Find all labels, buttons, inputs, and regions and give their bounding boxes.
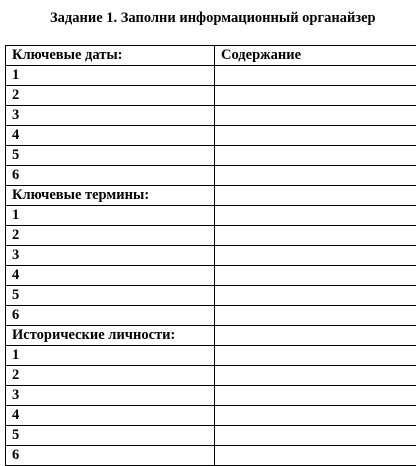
content-cell[interactable]	[215, 366, 416, 386]
row-number: 2	[6, 366, 215, 386]
content-cell[interactable]	[215, 346, 416, 366]
table-row	[6, 266, 416, 286]
content-cell[interactable]	[215, 126, 416, 146]
table-row	[6, 346, 416, 366]
table-row	[6, 246, 416, 266]
content-cell[interactable]	[215, 266, 416, 286]
table-row	[6, 206, 416, 226]
page-title: Задание 1. Заполни информационный органайзер	[50, 9, 416, 27]
row-number: 5	[6, 426, 215, 446]
table-row	[6, 166, 416, 186]
content-cell[interactable]	[215, 226, 416, 246]
row-number: 6	[6, 446, 215, 466]
key-dates-header: Ключевые даты:	[6, 46, 215, 66]
content-cell[interactable]	[215, 446, 416, 466]
content-cell[interactable]	[215, 386, 416, 406]
row-number: 4	[6, 406, 215, 426]
table-row	[6, 386, 416, 406]
row-number: 1	[6, 206, 215, 226]
content-cell[interactable]	[215, 86, 416, 106]
row-number: 4	[6, 266, 215, 286]
row-number: 3	[6, 106, 215, 126]
table-row	[6, 286, 416, 306]
table-row	[6, 446, 416, 466]
row-number: 6	[6, 306, 215, 326]
content-cell[interactable]	[215, 206, 416, 226]
table-row	[6, 426, 416, 446]
table-row-header	[6, 46, 416, 66]
content-cell[interactable]	[215, 66, 416, 86]
row-number: 5	[6, 286, 215, 306]
table-row	[6, 126, 416, 146]
key-terms-label: Ключевые термины:	[6, 186, 215, 206]
row-number: 6	[6, 166, 215, 186]
table-row	[6, 366, 416, 386]
table-row-section	[6, 326, 416, 346]
row-number: 2	[6, 226, 215, 246]
row-number: 1	[6, 66, 215, 86]
table-row	[6, 66, 416, 86]
table-row-section	[6, 186, 416, 206]
content-cell[interactable]	[215, 246, 416, 266]
content-cell[interactable]	[215, 426, 416, 446]
historical-figures-label: Исторические личности:	[6, 326, 215, 346]
information-organizer-table	[5, 45, 416, 466]
table-row	[6, 406, 416, 426]
content-cell[interactable]	[215, 306, 416, 326]
row-number: 3	[6, 386, 215, 406]
content-cell[interactable]	[215, 286, 416, 306]
content-cell[interactable]	[215, 186, 416, 206]
table-row	[6, 106, 416, 126]
row-number: 4	[6, 126, 215, 146]
content-cell[interactable]	[215, 326, 416, 346]
content-cell[interactable]	[215, 106, 416, 126]
table-row	[6, 306, 416, 326]
table-row	[6, 146, 416, 166]
row-number: 1	[6, 346, 215, 366]
content-cell[interactable]	[215, 146, 416, 166]
row-number: 2	[6, 86, 215, 106]
table-row	[6, 226, 416, 246]
table-row	[6, 86, 416, 106]
content-cell[interactable]	[215, 166, 416, 186]
row-number: 3	[6, 246, 215, 266]
content-cell[interactable]	[215, 406, 416, 426]
content-header: Содержание	[215, 46, 416, 66]
row-number: 5	[6, 146, 215, 166]
